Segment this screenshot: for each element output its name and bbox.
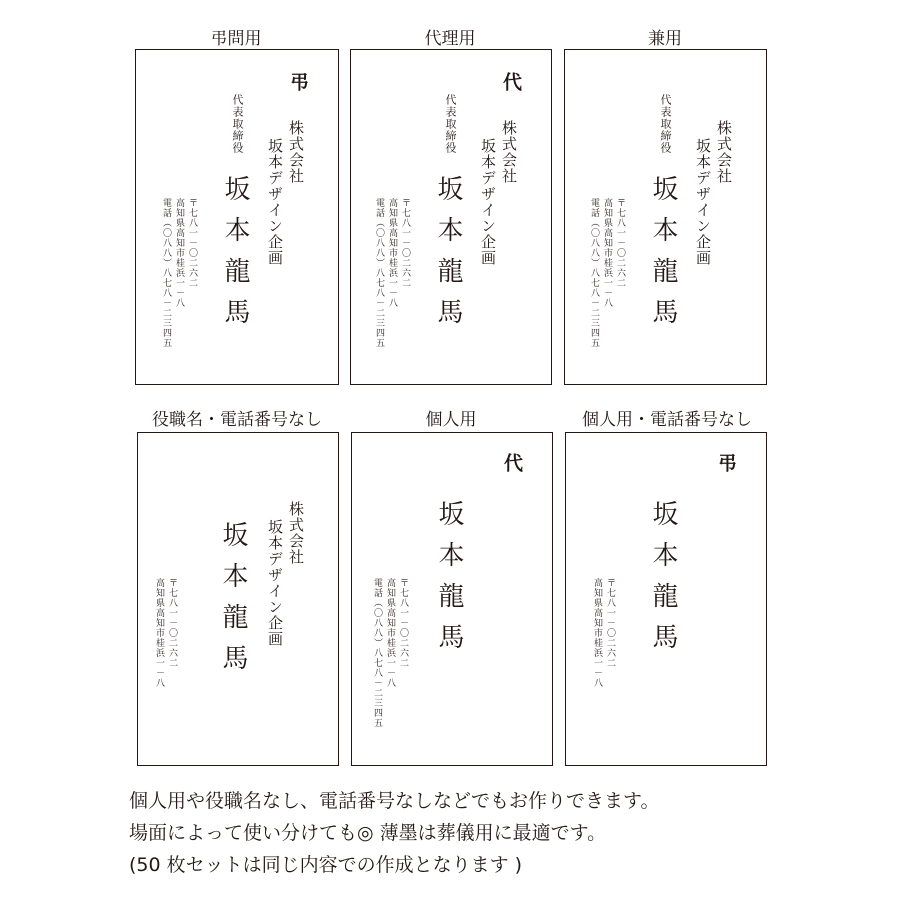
phone-number: 電話（〇八八）八七八－二三四五 [372,578,382,728]
footer-note-line2: 場面によって使い分けても◎ 薄墨は葬儀用に最適です。 [129,822,607,844]
proxy-mark: 代 [501,453,523,472]
job-title: 代表取締役 [444,94,457,154]
address-block [372,198,411,348]
company-name [477,120,519,266]
company-name [264,501,306,647]
footer-note-line1: 個人用や役職名なし、電話番号なしなどでもお作りできます。 [129,790,660,812]
address-block [587,198,626,348]
business-card-condolence [135,49,339,385]
condolence-mark: 弔 [287,72,309,91]
company-title: 坂本デザイン企画 [266,138,284,266]
footer-note-line3: (50 枚セットは同じ内容での作成となります ) [129,854,523,876]
person-name: 坂本龍馬 [433,175,463,339]
company-type: 株式会社 [287,120,305,184]
business-card-proxy [350,49,552,385]
card-label-condolence: 弔問用 [210,29,262,49]
company-title: 坂本デザイン企画 [266,519,284,647]
person-name: 坂本龍馬 [220,175,250,339]
street-address: 高知県高知市桂浜一－八 [174,198,184,308]
condolence-mark: 弔 [715,453,737,472]
postal-code: 〒七八一－〇二六二 [605,578,615,668]
postal-code: 〒七八一－〇二六二 [167,578,177,668]
person-name: 坂本龍馬 [218,521,248,685]
postal-code: 〒七八一－〇二六二 [187,198,197,288]
postal-code: 〒七八一－〇二六二 [398,578,408,668]
person-name: 坂本龍馬 [648,175,678,339]
phone-number: 電話（〇八八）八七八－二三四五 [374,198,384,348]
business-card-personal [351,432,553,766]
address-block [159,198,198,348]
street-address: 高知県高知市桂浜一－八 [387,198,397,308]
company-title: 坂本デザイン企画 [479,138,497,266]
address-block [152,578,178,688]
person-name: 坂本龍馬 [434,500,464,664]
job-title: 代表取締役 [231,94,244,154]
company-type: 株式会社 [715,120,733,184]
street-address: 高知県高知市桂浜一－八 [602,198,612,308]
card-label-proxy: 代理用 [424,29,476,49]
card-label-no-title-no-phone: 役職名・電話番号なし [152,410,322,430]
street-address: 高知県高知市桂浜一－八 [154,578,164,688]
proxy-mark: 代 [500,72,522,91]
card-label-dual: 兼用 [648,29,682,49]
phone-number: 電話（〇八八）八七八－二三四五 [589,198,599,348]
card-label-personal-no-phone: 個人用・電話番号なし [582,410,752,430]
business-card-dual [564,49,767,385]
company-type: 株式会社 [287,501,305,565]
street-address: 高知県高知市桂浜一－八 [592,578,602,688]
person-name: 坂本龍馬 [648,500,678,664]
business-card-no-title-no-phone [137,432,339,766]
street-address: 高知県高知市桂浜一－八 [385,578,395,688]
company-name [264,120,306,266]
postal-code: 〒七八一－〇二六二 [400,198,410,288]
postal-code: 〒七八一－〇二六二 [615,198,625,288]
company-title: 坂本デザイン企画 [694,138,712,266]
company-type: 株式会社 [500,120,518,184]
company-name [692,120,734,266]
job-title: 代表取締役 [659,94,672,154]
business-card-personal-no-phone [565,432,767,766]
address-block [370,578,409,728]
address-block [590,578,616,688]
card-label-personal: 個人用 [425,410,477,430]
phone-number: 電話（〇八八）八七八－二三四五 [161,198,171,348]
